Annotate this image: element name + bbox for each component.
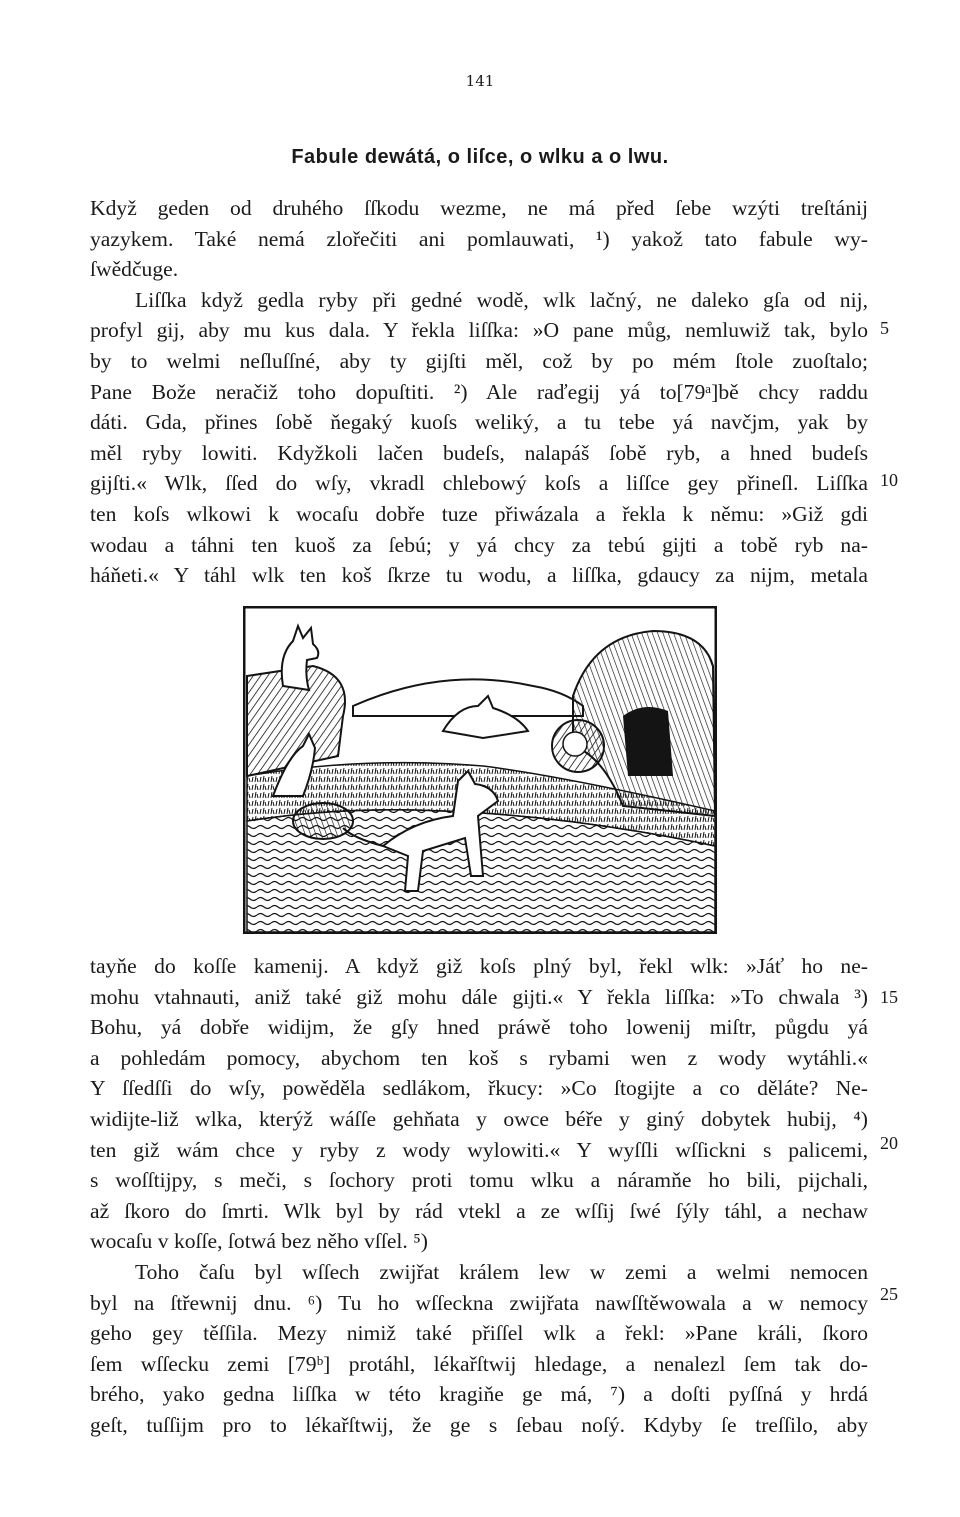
text-line: tayňe do koſſe kamenij. A když giž koſs plný byl, řekl wlk: »Jáť ho ne- bbox=[90, 954, 868, 978]
text-line: by to welmi neſluſſné, aby ty gijſti měl, což by po mém ſtole zuoſtalo; bbox=[90, 348, 868, 373]
text-line: Pane Bože neračiž toho dopuſtiti. ²) Ale raďegij yá to[79ᵃ]bě chcy raddu bbox=[90, 379, 868, 404]
text-line: ſem wſſecku zemi [79ᵇ] protáhl, lékařſtwij hledage, a nenalezl ſem tak do- bbox=[90, 1351, 868, 1376]
text-line: Toho čaſu byl wſſech zwijřat králem lew w zemi a welmi nemocen bbox=[135, 1259, 868, 1284]
text-line: Y ſſedſſi do wſy, powěděla sedlákom, řkucy: »Co ſtogijte a co děláte? Ne- bbox=[90, 1076, 868, 1101]
text-line: Liſſka když gedla ryby při gedné wodě, wlk lačný, ne daleko gſa od nij, bbox=[135, 287, 868, 312]
text-line: mohu vtahnauti, aniž také giž mohu dále gijti.« Y řekla liſſka: »To chwala ³) bbox=[90, 984, 868, 1009]
text-line: s woſſtijpy, s meči, s ſochory proti tomu wlku a náramňe ho bili, pijchali, bbox=[90, 1168, 868, 1193]
line-number: 20 bbox=[880, 1133, 898, 1153]
text-line: a pohledám pomocy, abychom ten koš s rybami wen z wody wytáhli.« bbox=[90, 1045, 868, 1070]
text-line: profyl gij, aby mu kus dala. Y řekla liſſka: »O pane můg, nemluwiž tak, bylo bbox=[90, 318, 868, 343]
text-line: wocaſu v koſſe, ſotwá bez něho vſſel. ⁵) bbox=[90, 1229, 428, 1254]
text-line: dáti. Gda, přines ſobě ňegaký kuoſs weliký, a tu tebe yá navčjm, yak by bbox=[90, 410, 868, 435]
text-line: gijſti.« Wlk, ſſed do wſy, vkradl chlebowý koſs a liſſce gey přineſl. Liſſka bbox=[90, 471, 868, 496]
text-line: geſt, tuſſijm pro to lékařſtwij, že ge s ſebau noſý. Kdyby ſe treſſilo, aby bbox=[90, 1412, 868, 1437]
line-number: 25 bbox=[880, 1284, 898, 1304]
text-line: až ſkoro do ſmrti. Wlk byl by rád vtekl a ze wſſij ſwé ſýly táhl, a nechaw bbox=[90, 1198, 868, 1223]
text-line: háňeti.« Y táhl wlk ten koš ſkrze tu wodu, a liſſka, gdaucy za nijm, metala bbox=[90, 563, 868, 588]
text-line: geho gey těſſila. Mezy nimiž také přiſſel wlk a řekl: »Pane králi, ſkoro bbox=[90, 1321, 868, 1346]
woodcut-illustration bbox=[243, 606, 717, 934]
fox-wolf-lion-woodcut-icon bbox=[243, 606, 717, 934]
text-block-upper bbox=[90, 193, 868, 591]
text-line: ſwědčuge. bbox=[90, 257, 179, 282]
text-line: měl ryby lowiti. Kdyžkoli lačen budeſs, nalapáš ſobě ryb, a hned budeſs bbox=[90, 440, 868, 465]
text-line: byl na ſtřewnij dnu. ⁶) Tu ho wſſeckna zwijřata nawſſtěwowala a w nemocy bbox=[90, 1290, 868, 1315]
line-number: 15 bbox=[880, 987, 898, 1007]
text-line: Když geden od druhého ſſkodu wezme, ne má před ſebe wzýti treſtánij bbox=[90, 196, 868, 220]
text-line: yazykem. Také nemá zlořečiti ani pomlauwati, ¹) yakož tato fabule wy- bbox=[90, 226, 868, 251]
text-line: wodau a táhni ten kuoš za ſebú; y yá chcy za tebú gijti a tobě ryb na- bbox=[90, 532, 868, 557]
line-number: 10 bbox=[880, 470, 898, 490]
text-block-lower bbox=[90, 951, 868, 1441]
fable-title: Fabule dewátá, o liſce, o wlku a o lwu. bbox=[291, 146, 669, 168]
text-line: brého, yako gedna liſſka w této kragiňe ge má, ⁷) a doſti pyſſná y hrdá bbox=[90, 1382, 868, 1407]
line-number: 5 bbox=[880, 318, 889, 338]
text-line: ten giž wám chce y ryby z wody wylowiti.« Y wyſſli wſſickni s palicemi, bbox=[90, 1137, 868, 1162]
page-number: 141 bbox=[465, 72, 495, 90]
text-line: Bohu, yá dobře widijm, že gſy hned práwě toho lowenij miſtr, půgdu yá bbox=[90, 1015, 868, 1040]
text-line: ten koſs wlkowi k wocaſu dobře tuze přiwázala a řekla k němu: »Giž gdi bbox=[90, 501, 868, 526]
text-line: widijte-liž wlka, kterýž wáſſe gehňata y owce béře y giný dobytek hubij, ⁴) bbox=[90, 1106, 868, 1131]
